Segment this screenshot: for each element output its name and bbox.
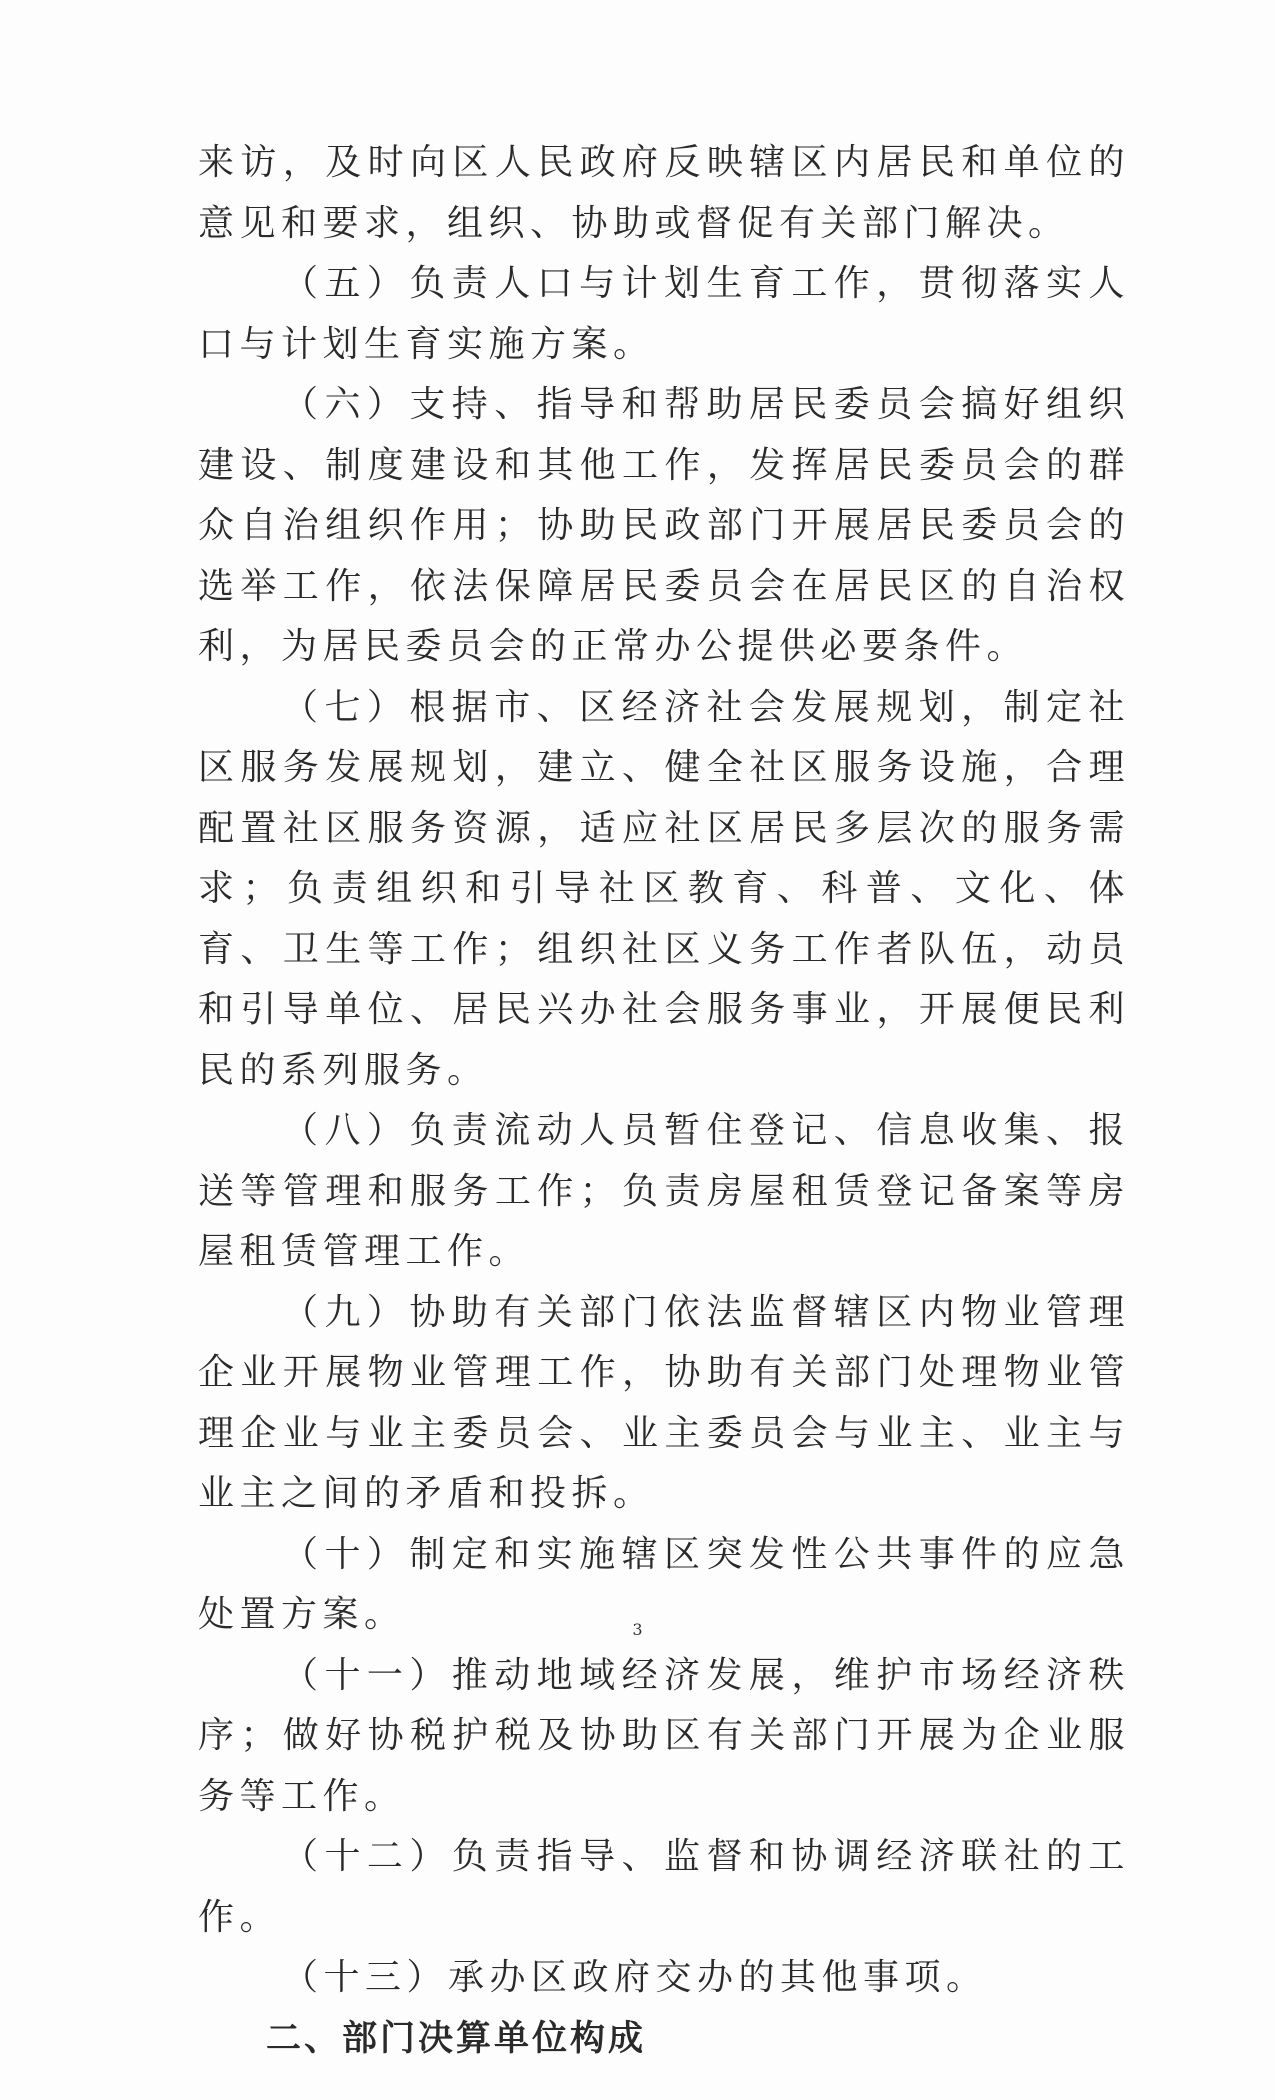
- page-number: 3: [632, 1620, 643, 1639]
- paragraph-item-8: （八）负责流动人员暂住登记、信息收集、报送等管理和服务工作；负责房屋租赁登记备案等房屋租赁管理工作。: [198, 1110, 1130, 1272]
- paragraph-continuation: 来访，及时向区人民政府反映辖区内居民和单位的意见和要求，组织、协助或督促有关部门解决。: [198, 142, 1130, 244]
- paragraph-item-5: （五）负责人口与计划生育工作，贯彻落实人口与计划生育实施方案。: [198, 263, 1130, 365]
- paragraph-item-12: （十二）负责指导、监督和协调经济联社的工作。: [198, 1836, 1130, 1938]
- paragraph-item-10: （十）制定和实施辖区突发性公共事件的应急处置方案。: [198, 1533, 1130, 1635]
- paragraph-item-11: （十一）推动地域经济发展，维护市场经济秩序；做好协税护税及协助区有关部门开展为企业服务等工作。: [198, 1654, 1130, 1817]
- paragraph-item-13: （十三）承办区政府交办的其他事项。: [282, 1957, 988, 1998]
- paragraph-item-9: （九）协助有关部门依法监督辖区内物业管理企业开展物业管理工作，协助有关部门处理物业管理企业与业主委员会、业主委员会与业主、业主与业主之间的矛盾和投拆。: [198, 1291, 1130, 1514]
- document-body: [198, 133, 1130, 2069]
- paragraph-item-7: （七）根据市、区经济社会发展规划，制定社区服务发展规划，建立、健全社区服务设施，合理配置社区服务资源，适应社区居民多层次的服务需求；负责组织和引导社区教育、科普、文化、体育、卫生等工作；组织社区义务工作者队伍，动员和引导单位、居民兴办社会服务事业，开展便民利民的系列服务。: [198, 686, 1130, 1091]
- section-heading: 二、部门决算单位构成: [266, 2018, 647, 2059]
- paragraph-item-6: （六）支持、指导和帮助居民委员会搞好组织建设、制度建设和其他工作，发挥居民委员会的群众自治组织作用；协助民政部门开展居民委员会的选举工作，依法保障居民委员会在居民区的自治权利，为居民委员会的正常办公提供必要条件。: [198, 384, 1130, 667]
